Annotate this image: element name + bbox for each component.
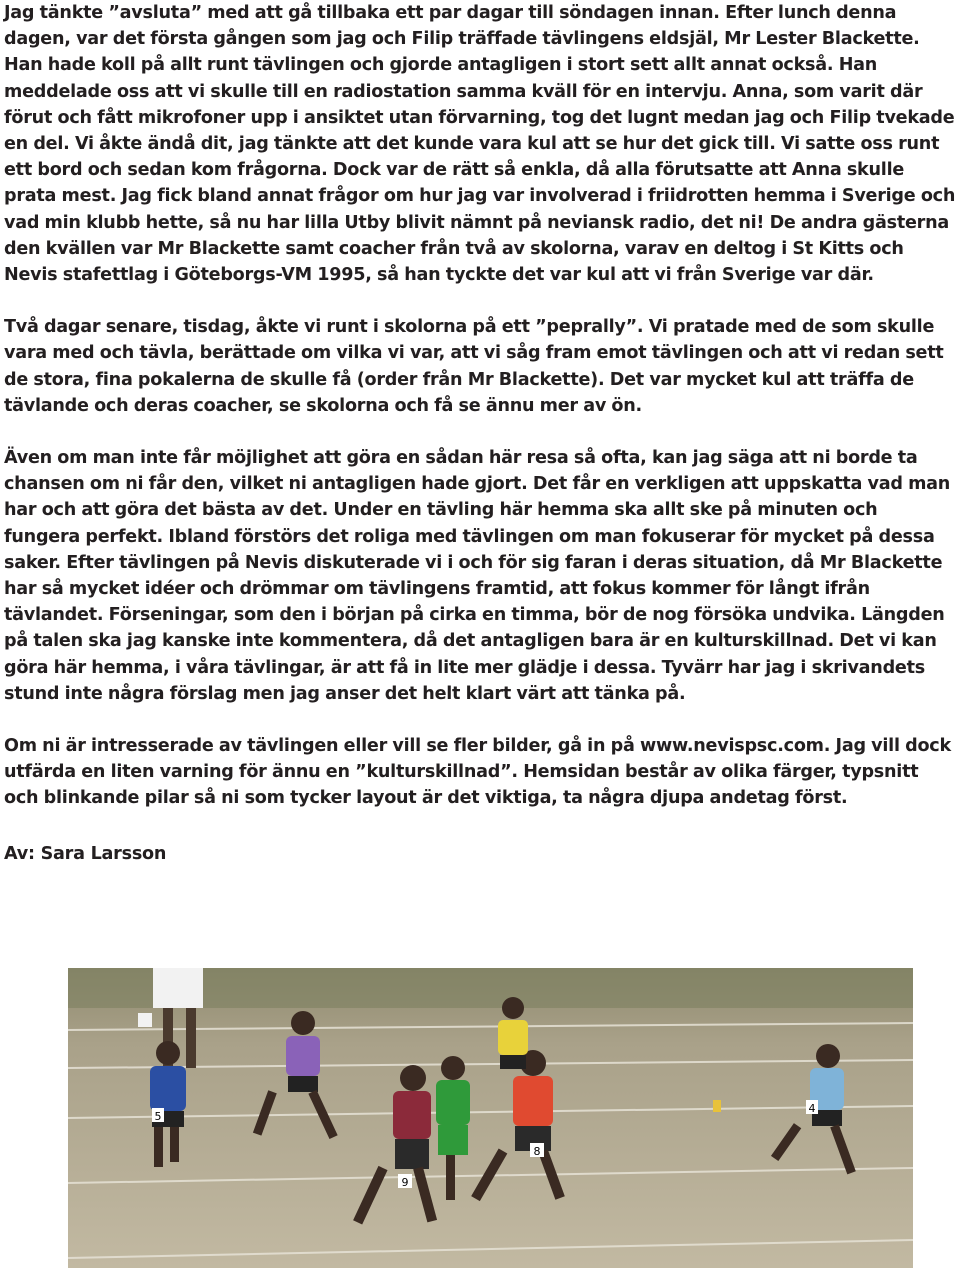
track-marker (713, 1100, 721, 1112)
paragraph-website: Om ni är intresserade av tävlingen eller vill se fler bilder, gå in på www.nevispsc.com. Jag vill dock utfärda en liten varning för ännu en ”kulturskillnad”. Hemsidan består av olika färger, typsnitt och blinkande pilar så ni som tycker layout är det viktiga, ta några djupa andetag först. (4, 736, 951, 809)
flag (138, 1013, 152, 1027)
race-photo (68, 968, 913, 1268)
paragraph-reflection: Även om man inte får möjlighet att göra en sådan här resa så ofta, kan jag säga att ni borde ta chansen om ni får den, vilket ni antagligen hade gjort. Det får en verkligen att uppskatta vad man har och att göra det bästa av det. Under en tävling här hemma ska allt ske på minuten och fungera perfekt. Ibland förstörs det roliga med tävlingen om man fokuserar för mycket på dessa saker. Efter tävlingen på Nevis diskuterade vi i och för sig faran i deras situation, då Mr Blackette har så mycket idéer och drömmar om tävlingens framtid, att fokus kommer för långt ifrån tävlandet. Förseningar, som den i början på cirka en timma, bör de nog försöka undvika. Längden på talen ska jag kanske inte kommentera, då det antagligen bara är en kulturskillnad. Det vi kan göra här hemma, i våra tävlingar, är att få in lite mer glädje i dessa. Tyvärr har jag i skrivandets stund inte några förslag men jag anser det helt klart värt att tänka på. (4, 448, 951, 704)
bib-number: 9 (401, 1176, 409, 1189)
paragraph-radio-interview: Jag tänkte ”avsluta” med att gå tillbaka ett par dagar till söndagen innan. Efter lunch denna dagen, var det första gången som jag och Filip träffade tävlingens eldsjäl, Mr Lester Blackette. Han hade koll på allt runt tävlingen och gjorde antagligen i stort sett allt annat också. Han meddelade oss att vi skulle till en radiostation samma kväll för en intervju. Anna, som varit där förut och fått mikrofoner upp i ansiktet utan förvarning, tog det lugnt medan jag och Filip tvekade en del. Vi åkte ändå dit, jag tänkte att det kunde vara kul att se hur det gick till. Vi satte oss runt ett bord och sedan kom frågorna. Dock var de rätt så enkla, då alla förutsatte att Anna skulle prata mest. Jag fick bland annat frågor om hur jag var involverad i friidrotten hemma i Sverige och vad min klubb hette, så nu har lilla Utby blivit nämnt på neviansk radio, det ni! De andra gästerna den kvällen var Mr Blackette samt coacher från två av skolorna, varav en deltog i St Kitts och Nevis stafettlag i Göteborgs-VM 1995, så han tyckte det var kul att vi från Sverige var där. (4, 3, 956, 286)
runner-yellow (498, 997, 528, 1069)
race-photo-illustration (68, 968, 913, 1268)
bib-number: 4 (808, 1102, 816, 1115)
byline: Av: Sara Larsson (4, 844, 167, 864)
paragraph-peprally: Två dagar senare, tisdag, åkte vi runt i skolorna på ett ”peprally”. Vi pratade med de som skulle vara med och tävla, berättade om vilka vi var, att vi såg fram emot tävlingen och att vi redan sett de stora, fina pokalerna de skulle få (order från Mr Blackette). Det var mycket kul att träffa de tävlande och deras coacher, se skolorna och få se ännu mer av ön. (4, 317, 944, 416)
article-body (4, 0, 956, 812)
bib-number: 8 (533, 1145, 541, 1158)
bib-number: 5 (154, 1110, 162, 1123)
